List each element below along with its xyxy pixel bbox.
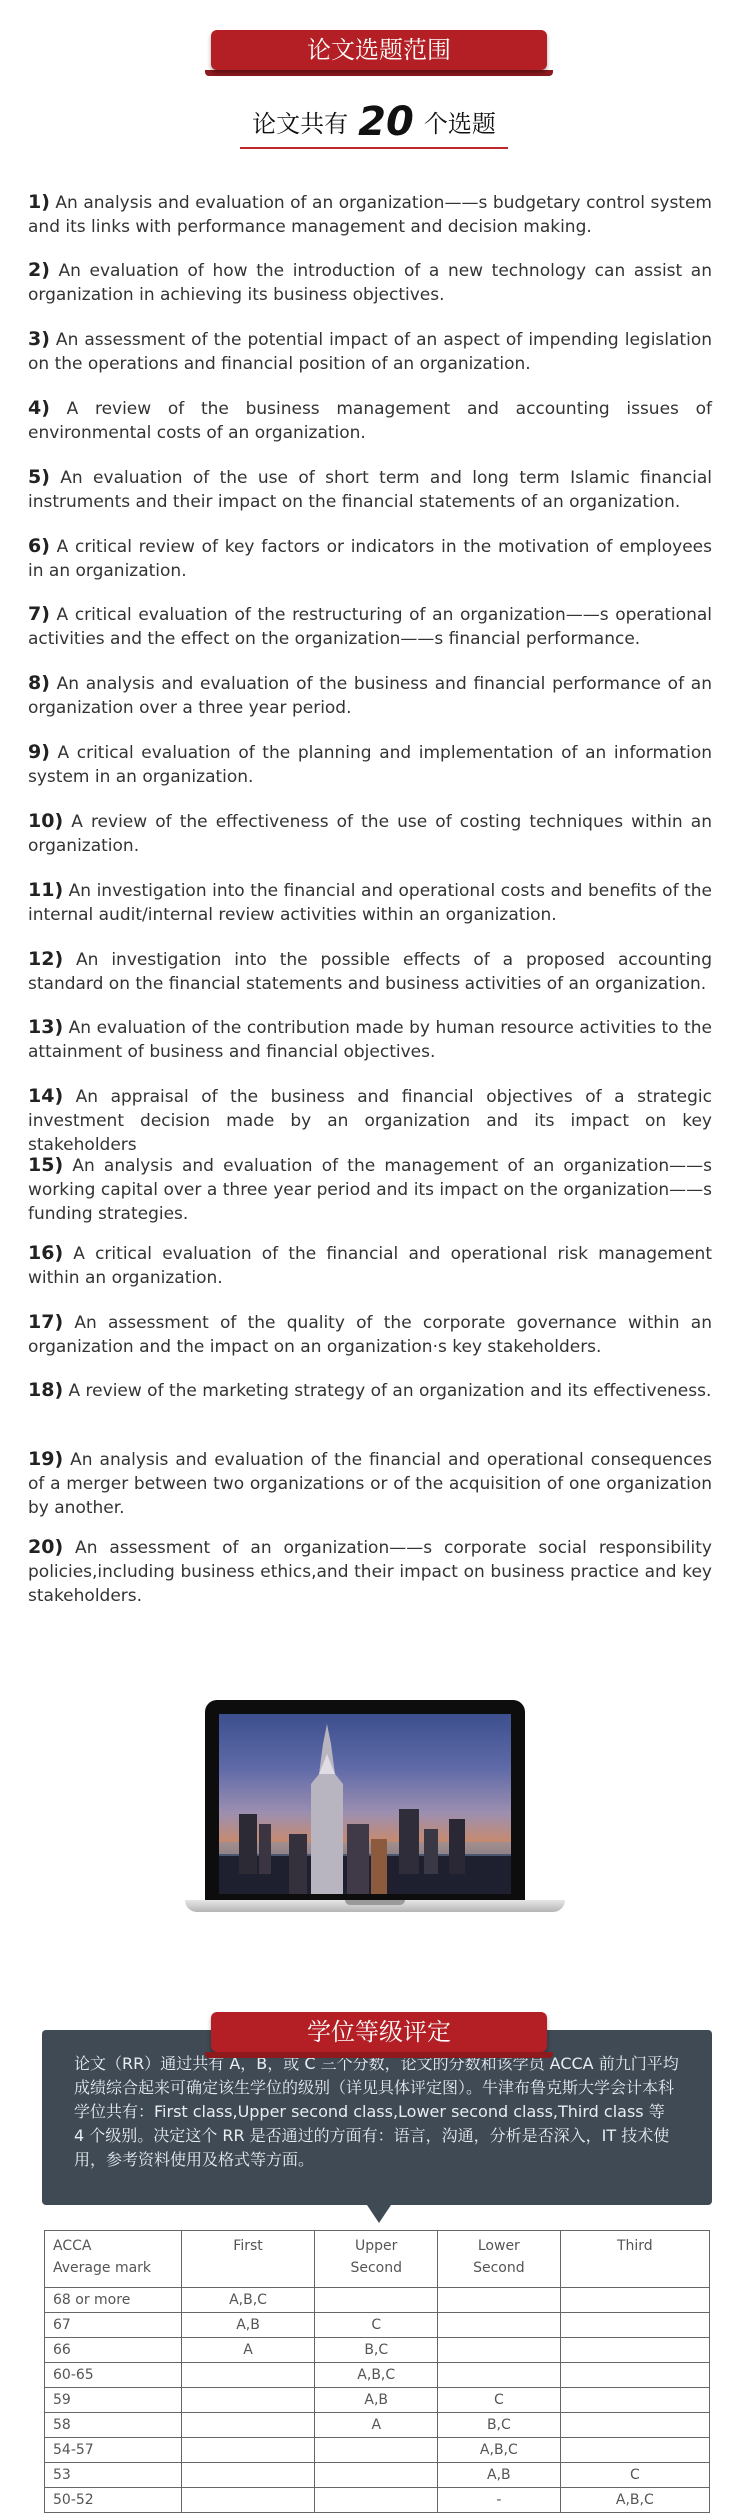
topic-text: An investigation into the possible effects of a proposed accounting standard on the financial statements and business activities of an organization.: [28, 950, 712, 994]
topic-item: [28, 809, 712, 858]
grade-cell: [181, 2388, 315, 2413]
topic-number: 12): [28, 948, 64, 970]
mark-cell: 54-57: [45, 2438, 182, 2463]
grade-table: [44, 2230, 710, 2513]
topic-number: 15): [28, 1154, 64, 1176]
topic-number: 6): [28, 535, 50, 557]
mark-cell: 59: [45, 2388, 182, 2413]
topic-text: A critical review of key factors or indicators in the motivation of employees in an organization.: [28, 537, 712, 581]
grade-cell: A: [315, 2413, 438, 2438]
table-row: [45, 2338, 710, 2363]
topic-item: [28, 740, 712, 789]
grade-cell: C: [438, 2388, 561, 2413]
subtitle-post: 个选题: [423, 110, 496, 138]
topic-text: A review of the business management and accounting issues of environmental costs of an organization.: [28, 399, 712, 443]
topic-number: 18): [28, 1379, 64, 1401]
grade-cell: [315, 2438, 438, 2463]
topic-item: [28, 1015, 712, 1064]
topic-item: [28, 878, 712, 927]
grade-cell: [438, 2338, 561, 2363]
topic-item: [28, 534, 712, 583]
table-row: [45, 2413, 710, 2438]
topic-item: [28, 258, 712, 307]
grade-cell: [560, 2363, 709, 2388]
grade-cell: [181, 2488, 315, 2513]
topic-item: [28, 1241, 712, 1290]
topic-number: 9): [28, 741, 50, 763]
topic-item: [28, 1535, 712, 1608]
grade-table-header: Lower Second: [438, 2231, 561, 2288]
grade-cell: [560, 2388, 709, 2413]
topic-text: A critical evaluation of the financial and operational risk management within an organization.: [28, 1244, 712, 1288]
grade-cell: [315, 2488, 438, 2513]
topics-banner: 论文选题范围: [211, 30, 547, 70]
topic-number: 3): [28, 328, 50, 350]
mark-cell: 67: [45, 2313, 182, 2338]
table-row: [45, 2363, 710, 2388]
topic-item: [28, 1447, 712, 1520]
topic-text: An analysis and evaluation of an organization——s budgetary control system and its links with performance management and decision making.: [28, 193, 712, 237]
grade-table-header: Third: [560, 2231, 709, 2288]
topic-item: [28, 1378, 712, 1403]
table-row: [45, 2388, 710, 2413]
grade-cell: [438, 2313, 561, 2338]
topic-text: An assessment of an organization——s corporate social responsibility policies,including business ethics,and their impact on business practice and key stakeholders.: [28, 1538, 712, 1606]
topic-number: 13): [28, 1016, 64, 1038]
grade-cell: A,B: [181, 2313, 315, 2338]
topic-number: 2): [28, 259, 50, 281]
topic-text: A critical evaluation of the restructuring of an organization——s operational activities and the effect on the organization——s financial performance.: [28, 605, 712, 649]
mark-cell: 53: [45, 2463, 182, 2488]
grade-table-header: Upper Second: [315, 2231, 438, 2288]
topic-item: [28, 190, 712, 239]
grade-cell: [438, 2288, 561, 2313]
topic-item: [28, 327, 712, 376]
grade-cell: [181, 2363, 315, 2388]
table-row: [45, 2288, 710, 2313]
mark-cell: 58: [45, 2413, 182, 2438]
grade-cell: A,B: [315, 2388, 438, 2413]
topic-item: [28, 396, 712, 445]
grade-cell: A,B,C: [438, 2438, 561, 2463]
topic-text: An assessment of the quality of the corporate governance within an organization and the impact on an organization·s key stakeholders.: [28, 1313, 712, 1357]
topic-item: [28, 1084, 712, 1157]
topic-item: [28, 465, 712, 514]
grade-cell: [438, 2363, 561, 2388]
grade-cell: C: [560, 2463, 709, 2488]
topic-number: 16): [28, 1242, 64, 1264]
grade-cell: A: [181, 2338, 315, 2363]
grade-cell: [181, 2438, 315, 2463]
topic-text: An investigation into the financial and operational costs and benefits of the internal audit/internal review activities within an organization.: [28, 881, 712, 925]
table-row: [45, 2463, 710, 2488]
topic-number: 11): [28, 879, 64, 901]
subtitle-pre: 论文共有: [252, 110, 349, 138]
grade-cell: [560, 2288, 709, 2313]
topic-text: A critical evaluation of the planning and implementation of an information system in an organization.: [28, 743, 712, 787]
topic-number: 1): [28, 191, 50, 213]
mark-cell: 60-65: [45, 2363, 182, 2388]
topics-subtitle: [240, 97, 508, 149]
topic-item: [28, 947, 712, 996]
grade-cell: A,B,C: [560, 2488, 709, 2513]
grade-cell: C: [315, 2313, 438, 2338]
degree-description: 论文（RR）通过共有 A，B，或 C 三个分数，论文的分数和该学员 ACCA 前九门平均成绩综合起来可确定该生学位的级别（详见具体评定图）。牛津布鲁克斯大学会计本科学位共有：First class,Upper second class,Lower second class,Third class 等 4 个级别。决定这个 RR 是否通过的方面有：语言，沟通，分析是否深入，IT 技术使用，参考资料使用及格式等方面。: [74, 2054, 679, 2169]
grade-cell: B,C: [438, 2413, 561, 2438]
grade-cell: A,B: [438, 2463, 561, 2488]
topic-number: 20): [28, 1536, 64, 1558]
grade-cell: [181, 2413, 315, 2438]
topic-text: An analysis and evaluation of the management of an organization——s working capital over a three year period and its impact on the organization——s funding strategies.: [28, 1156, 712, 1224]
topic-text: A review of the effectiveness of the use of costing techniques within an organization.: [28, 812, 712, 856]
grade-cell: [560, 2338, 709, 2363]
topic-number: 4): [28, 397, 50, 419]
grade-cell: -: [438, 2488, 561, 2513]
mark-cell: 66: [45, 2338, 182, 2363]
grade-cell: B,C: [315, 2338, 438, 2363]
topic-number: 14): [28, 1085, 64, 1107]
laptop-icon: [185, 1700, 565, 1920]
table-row: [45, 2438, 710, 2463]
topic-text: An evaluation of the use of short term and long term Islamic financial instruments and their impact on the financial statements of an organization.: [28, 468, 712, 512]
topic-text: An analysis and evaluation of the business and financial performance of an organization over a three year period.: [28, 674, 712, 718]
topic-text: An appraisal of the business and financial objectives of a strategic investment decision made by an organization and its impact on key stakeholders: [28, 1087, 712, 1155]
degree-banner: 学位等级评定: [211, 2012, 547, 2052]
grade-cell: [560, 2438, 709, 2463]
topic-number: 8): [28, 672, 50, 694]
grade-cell: [560, 2313, 709, 2338]
grade-table-header: First: [181, 2231, 315, 2288]
subtitle-number: 20: [358, 99, 414, 145]
topic-number: 7): [28, 603, 50, 625]
topic-number: 19): [28, 1448, 64, 1470]
grade-table-header: ACCA Average mark: [45, 2231, 182, 2288]
grade-cell: A,B,C: [181, 2288, 315, 2313]
mark-cell: 50-52: [45, 2488, 182, 2513]
topic-number: 5): [28, 466, 50, 488]
topic-item: [28, 602, 712, 651]
topic-item: [28, 1153, 712, 1226]
grade-cell: [315, 2288, 438, 2313]
topic-number: 10): [28, 810, 64, 832]
topic-item: [28, 671, 712, 720]
table-row: [45, 2313, 710, 2338]
topic-item: [28, 1310, 712, 1359]
topic-text: An evaluation of the contribution made by human resource activities to the attainment of business and financial objectives.: [28, 1018, 712, 1062]
topic-text: An evaluation of how the introduction of a new technology can assist an organization in achieving its business objectives.: [28, 261, 712, 305]
topic-text: An assessment of the potential impact of an aspect of impending legislation on the operations and financial position of an organization.: [28, 330, 712, 374]
table-row: [45, 2488, 710, 2513]
grade-cell: [315, 2463, 438, 2488]
topic-number: 17): [28, 1311, 64, 1333]
mark-cell: 68 or more: [45, 2288, 182, 2313]
topic-text: An analysis and evaluation of the financial and operational consequences of a merger between two organizations or of the acquisition of one organization by another.: [28, 1450, 712, 1518]
city-skyline-image: [219, 1714, 511, 1894]
grade-cell: A,B,C: [315, 2363, 438, 2388]
grade-cell: [181, 2463, 315, 2488]
grade-cell: [560, 2413, 709, 2438]
topic-text: A review of the marketing strategy of an organization and its effectiveness.: [63, 1381, 712, 1401]
